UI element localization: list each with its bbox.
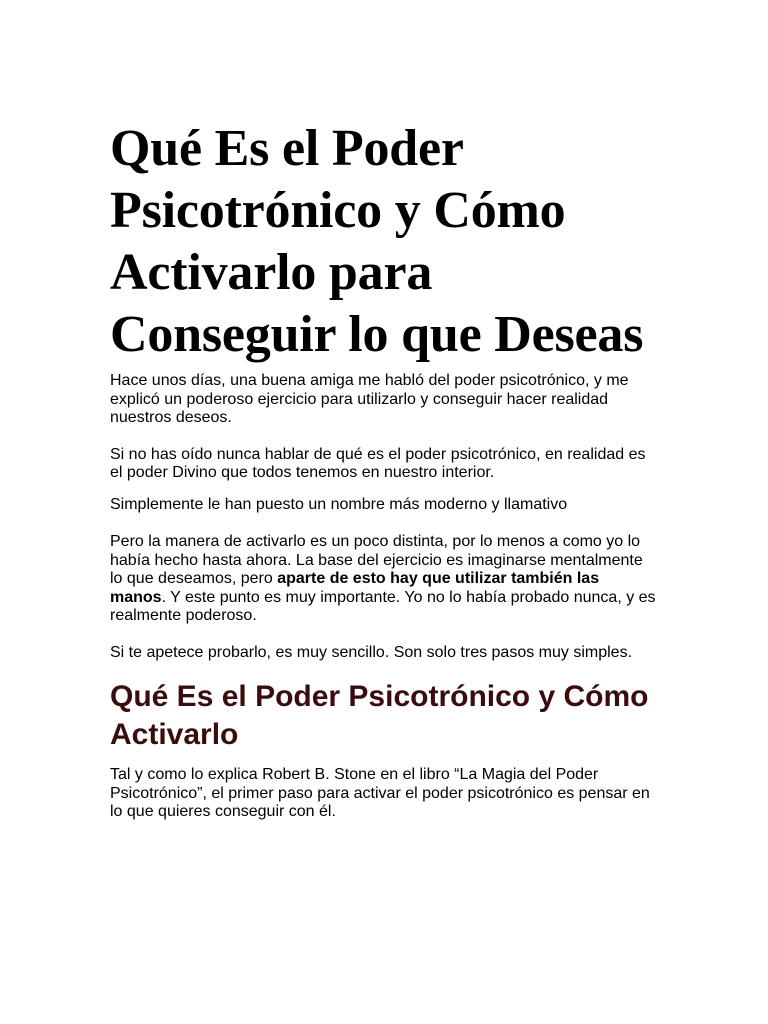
paragraph-steps-intro: Si te apetece probarlo, es muy sencillo. Son solo tres pasos muy simples. xyxy=(110,643,633,661)
paragraph-definition: Si no has oído nunca hablar de qué es el poder psicotrónico, en realidad es el poder Divino que todos tenemos en nuestro interior. xyxy=(110,445,646,481)
paragraph-modern-name: Simplemente le han puesto un nombre más moderno y llamativo xyxy=(110,495,568,513)
paragraph-activation xyxy=(110,533,658,626)
paragraph-first-step: Tal y como lo explica Robert B. Stone en el libro “La Magia del Poder Psicotrónico”, el primer paso para activar el poder psicotrónico es pensar en lo que quieres conseguir con él. xyxy=(110,766,650,820)
paragraph-activation-text-start: Pero la manera de activarlo es un poco distinta, por lo menos a como yo lo había hecho hasta ahora. La base del ejercicio es imaginarse mentalmente lo que deseamos, pero xyxy=(110,533,643,587)
article-title: Qué Es el Poder Psicotrónico y Cómo Activarlo para Conseguir lo que Deseas xyxy=(110,120,644,363)
paragraph-activation-text-end: . Y este punto es muy importante. Yo no lo había probado nunca, y es realmente poderoso. xyxy=(110,588,656,624)
paragraph-intro: Hace unos días, una buena amiga me habló del poder psicotrónico, y me explicó un poderoso ejercicio para utilizarlo y conseguir hacer realidad nuestros deseos. xyxy=(110,372,629,426)
document-page xyxy=(110,118,658,822)
paragraph-activation-emphasis: aparte de esto hay que utilizar también las manos xyxy=(110,570,600,606)
section-heading: Qué Es el Poder Psicotrónico y Cómo Activarlo xyxy=(110,680,649,751)
